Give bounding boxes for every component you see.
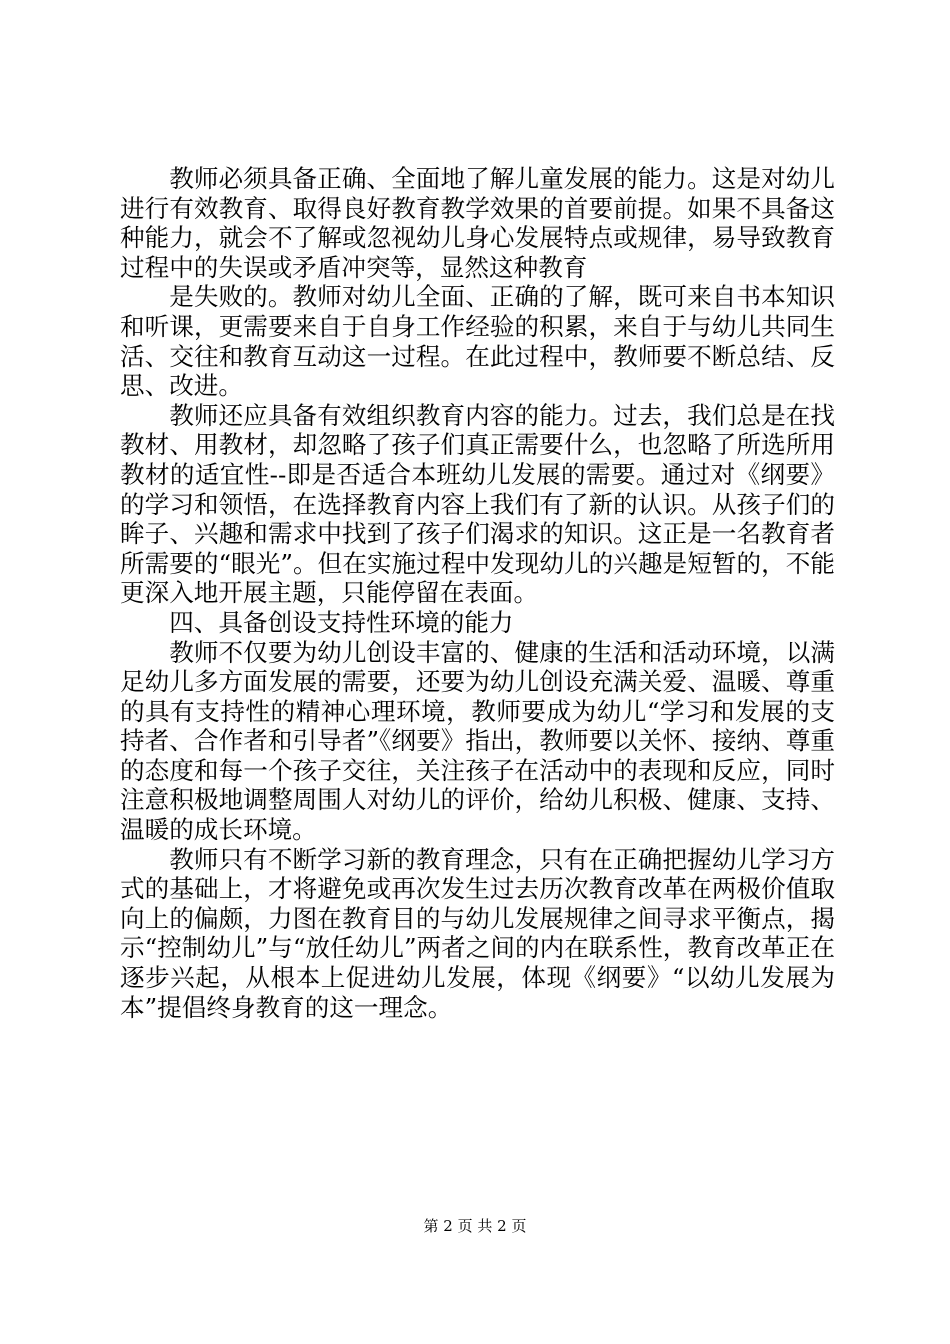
paragraph-5: 教师只有不断学习新的教育理念，只有在正确把握幼儿学习方式的基础上，才将避免或再次发生过去历次教育改革在两极价值取向上的偏颇，力图在教育目的与幼儿发展规律之间寻求平衡点，揭示“控制幼儿”与“放任幼儿”两者之间的内在联系性，教育改革正在逐步兴起，从根本上促进幼儿发展，体现《纲要》“以幼儿发展为本”提倡终身教育的这一理念。 [120,844,835,1022]
section-heading: 四、具备创设支持性环境的能力 [169,607,514,637]
page-footer: 第 2 页 共 2 页 [423,1217,527,1235]
paragraph-4: 教师不仅要为幼儿创设丰富的、健康的生活和活动环境，以满足幼儿多方面发展的需要，还要为幼儿创设充满关爱、温暖、尊重的具有支持性的精神心理环境，教师要成为幼儿“学习和发展的支持者、合作者和引导者”《纲要》指出，教师要以关怀、接纳、尊重的态度和每一个孩子交往，关注孩子在活动中的表现和反应，同时注意积极地调整周围人对幼儿的评价，给幼儿积极、健康、支持、温暖的成长环境。 [120,637,835,845]
paragraph-2: 是失败的。教师对幼儿全面、正确的了解，既可来自书本知识和听课，更需要来自于自身工作经验的积累，来自于与幼儿共同生活、交往和教育互动这一过程。在此过程中，教师要不断总结、反思、改进。 [120,282,835,401]
paragraph-3: 教师还应具备有效组织教育内容的能力。过去，我们总是在找教材、用教材，却忽略了孩子们真正需要什么，也忽略了所选所用教材的适宜性--即是否适合本班幼儿发展的需要。通过对《纲要》的学习和领悟，在选择教育内容上我们有了新的认识。从孩子们的眸子、兴趣和需求中找到了孩子们渴求的知识。这正是一名教育者所需要的“眼光”。但在实施过程中发现幼儿的兴趣是短暂的，不能更深入地开展主题，只能停留在表面。 [120,400,835,608]
document-body [120,164,835,1022]
paragraph-1: 教师必须具备正确、全面地了解儿童发展的能力。这是对幼儿进行有效教育、取得良好教育教学效果的首要前提。如果不具备这种能力，就会不了解或忽视幼儿身心发展特点或规律，易导致教育过程中的失误或矛盾冲突等，显然这种教育 [120,164,835,282]
